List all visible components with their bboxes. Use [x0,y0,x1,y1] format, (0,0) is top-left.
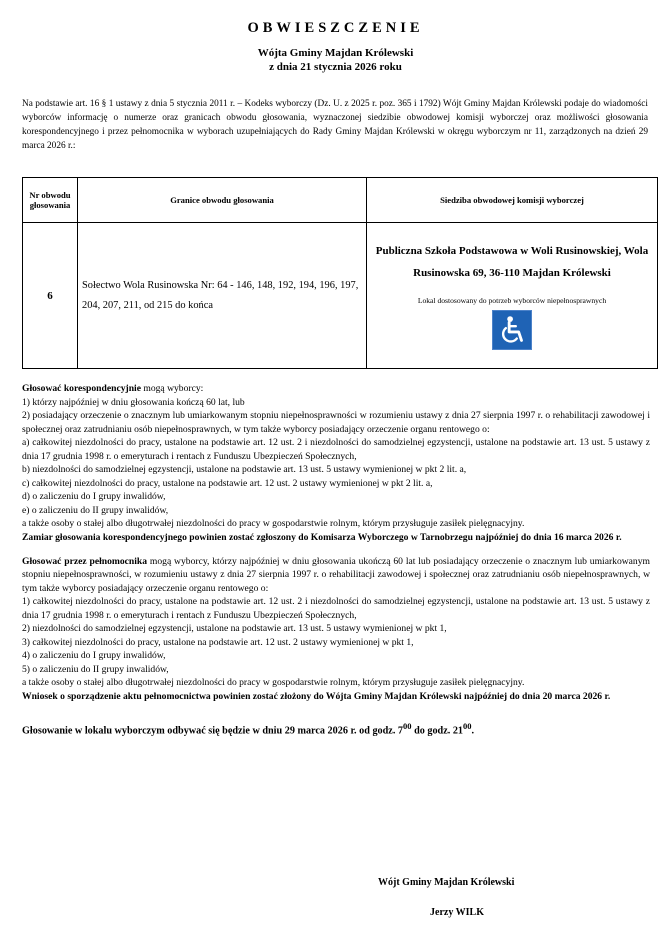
list-item: 5) o zaliczeniu do II grupy inwalidów, [22,663,169,675]
correspondence-lead [22,382,650,396]
list-item: a także osoby o stałej albo długotrwałej niezdolności do pracy w gospodarstwie rolnym, którym przysługuje zasiłek pielęgnacyjny. [22,518,525,530]
intro-paragraph: Na podstawie art. 16 § 1 ustawy z dnia 5 stycznia 2011 r. – Kodeks wyborczy (Dz. U. z 2025 r. poz. 365 i 1792) Wójt Gminy Majdan Królewski podaje do wiadomości wyborców informację o numerze oraz granicach obwodu głosowania, wyznaczonej siedzibie obwodowej komisji wyborczej oraz możliwości głosowania korespondencyjnego i przez pełnomocnika w wyborach uzupełniających do Rady Gminy Majdan Królewski w okręgu wyborczym nr 11, zarządzonych na dzień 29 marca 2026 r.: [22,99,648,151]
proxy-lead [22,555,650,596]
list-item: 4) o zaliczeniu do I grupy inwalidów, [22,650,166,662]
list-item: 2) posiadający orzeczenie o znacznym lub umiarkowanym stopniu niepełnosprawności w rozumieniu ustawy z dnia 27 sierpnia 1997 r. o rehabilitacji zawodowej i społecznej oraz zatrudnianiu osób niepełnosprawnych, w tym także wyborcy posiadający orzeczenie organu rentowego o: [22,410,650,435]
signature-name: Jerzy WILK [430,907,484,918]
proxy-lead-bold: Głosować przez pełnomocnika [22,555,148,567]
header-commission-seat: Siedziba obwodowej komisji wyborczej [367,178,658,223]
accessibility-note: Lokal dostosowany do potrzeb wyborców niepełnosprawnych [417,296,607,305]
header-district-number: Nr obwodu głosowania [23,178,78,223]
table-header-row [23,178,658,223]
commission-seat-address: Publiczna Szkoła Podstawowa w Woli Rusinowskiej, Wola Rusinowska 69, 36-110 Majdan Królewski [375,245,649,279]
voting-hours: Głosowanie w lokalu wyborczym odbywać się będzie w dniu 29 marca 2026 r. od godz. $7^{00}$ do godz. $21^{00}$. [22,720,475,736]
signature-office: Wójt Gminy Majdan Królewski [378,877,515,888]
list-item: 1) całkowitej niezdolności do pracy, ustalone na podstawie art. 12 ust. 2 i niezdolności do samodzielnej egzystencji, ustalone na podstawie art. 13 ust. 5 ustawy z dnia 17 grudnia 1998 r. o emeryturach i rentach z Funduszu Ubezpieczeń Społecznych, [22,596,650,621]
wheelchair-icon [492,310,532,350]
proxy-lead-rest: mogą wyborcy, którzy najpóźniej w dniu głosowania ukończą 60 lat lub posiadający orzeczenie o znacznym lub umiarkowanym stopniu niepełnosprawności, w rozumieniu ustawy z dnia 27 sierpnia 1997 r. o rehabilitacji zawodowej i społecznej oraz zatrudnianiu osób niepełnosprawnych, w tym także wyborcy posiadający orzeczenie organu rentowego o: [22,555,650,594]
list-item: e) o zaliczeniu do II grupy inwalidów, [22,504,169,516]
list-item: b) niezdolności do samodzielnej egzystencji, ustalone na podstawie art. 13 ust. 5 ustawy wymienionej w pkt 2 lit. a, [22,464,467,476]
polling-district-table [22,177,658,369]
list-item: a także osoby o stałej albo długotrwałej niezdolności do pracy w gospodarstwie rolnym, którym przysługuje zasiłek pielęgnacyjny. [22,677,525,689]
correspondence-lead-bold: Głosować korespondencyjnie [22,383,141,394]
commission-seat-cell [367,223,658,369]
date-line: z dnia 21 stycznia 2026 roku [269,61,402,73]
list-item: 1) którzy najpóźniej w dniu głosowania kończą 60 lat, lub [22,396,245,408]
header-district-bounds: Granice obwodu głosowania [78,178,367,223]
issuer-line: Wójta Gminy Majdan Królewski [257,47,414,59]
list-item: c) całkowitej niezdolności do pracy, ustalone na podstawie art. 12 ust. 2 ustawy wymienionej w pkt 2 lit. a, [22,477,433,489]
page-title: OBWIESZCZENIE [247,20,424,36]
list-item: 3) całkowitej niezdolności do pracy, ustalone na podstawie art. 12 ust. 2 ustawy wymienionej w pkt 1, [22,636,414,648]
district-bounds: Sołectwo Wola Rusinowska Nr: 64 - 146, 148, 192, 194, 196, 197, 204, 207, 211, od 215 do końca [78,223,367,369]
correspondence-deadline: Zamiar głosowania korespondencyjnego powinien zostać zgłoszony do Komisarza Wyborczego w Tarnobrzegu najpóźniej do dnia 16 marca 2026 r. [22,532,622,544]
list-item: d) o zaliczeniu do I grupy inwalidów, [22,491,166,503]
correspondence-lead-rest: mogą wyborcy: [140,383,204,394]
list-item: 2) niezdolności do samodzielnej egzystencji, ustalone na podstawie art. 13 ust. 5 ustawy wymienionej w pkt 1, [22,623,447,635]
district-number: 6 [23,223,78,369]
notice-body [22,382,650,738]
proxy-deadline: Wniosek o sporządzenie aktu pełnomocnictwa powinien zostać złożony do Wójta Gminy Majdan Królewski najpóźniej do dnia 20 marca 2026 r. [22,691,611,703]
table-row [23,223,658,369]
list-item: a) całkowitej niezdolności do pracy, ustalone na podstawie art. 12 ust. 2 i niezdolności do samodzielnej egzystencji, ustalone na podstawie art. 13 ust. 5 ustawy z dnia 17 grudnia 1998 r. o emeryturach i rentach z Funduszu Ubezpieczeń Społecznych, [22,437,650,462]
